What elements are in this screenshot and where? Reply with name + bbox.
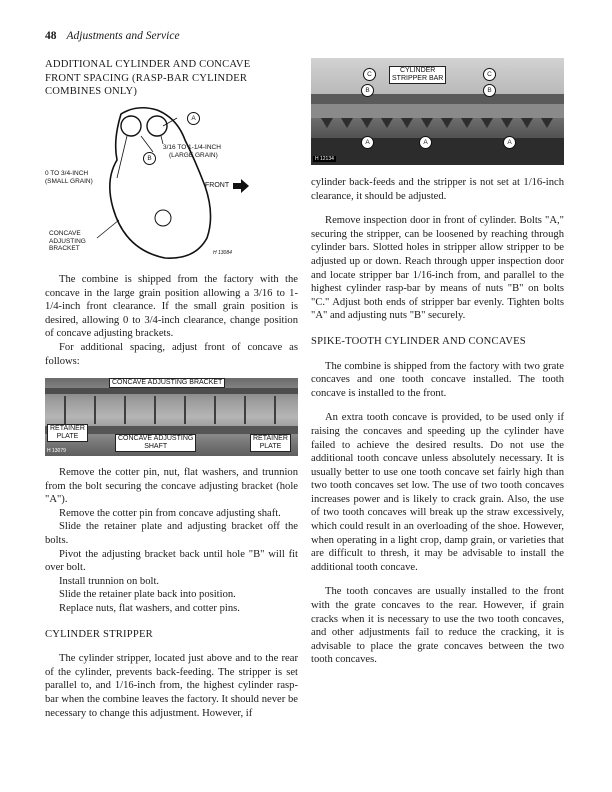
page-number: 48: [45, 30, 57, 42]
figure-id: H 12134: [315, 156, 334, 162]
section-heading-cylinder-stripper: CYLINDER STRIPPER: [45, 628, 153, 640]
left-column-body: [45, 273, 298, 368]
callout-b: B: [143, 152, 156, 165]
photo-label-shaft: CONCAVE ADJUSTING SHAFT: [115, 434, 196, 452]
paragraph: The cylinder stripper, located just above and to the rear of the cylinder, prevents back-feeding. The stripper is set parallel to, and 1/16-inch from, the highest cylinder rasp-bar when the combine leaves the factory. It should never be necessary to change this adjustment. However, if: [45, 653, 298, 719]
step: Slide the retainer plate back into position.: [59, 589, 236, 601]
photo-label-retainer-left: RETAINER PLATE: [47, 424, 88, 442]
callout-b-right: B: [483, 84, 496, 97]
step: Pivot the adjusting bracket back until hole "B" will fit over bolt.: [45, 548, 298, 574]
left-column: [45, 58, 298, 99]
paragraph: cylinder back-feeds and the stripper is not set at 1/16-inch clearance, it should be adjusted.: [311, 177, 564, 202]
concave-bracket-photo: [45, 378, 298, 456]
running-title: Adjustments and Service: [66, 30, 180, 42]
callout-c-left: C: [363, 68, 376, 81]
page-header: [45, 30, 180, 42]
figure-id: H 13084: [213, 250, 232, 256]
figure-id: H 13079: [47, 448, 66, 454]
photo-label-stripper: CYLINDER STRIPPER BAR: [389, 66, 446, 84]
right-column: [311, 176, 564, 667]
step: Slide the retainer plate and adjusting bracket off the bolts.: [45, 521, 298, 546]
section-heading-concave-spacing: ADDITIONAL CYLINDER AND CONCAVE FRONT SPACING (RASP-BAR CYLINDER COMBINES ONLY): [45, 59, 251, 98]
photo-label-retainer-right: RETAINER PLATE: [250, 434, 291, 452]
paragraph: For additional spacing, adjust front of concave as follows:: [45, 341, 298, 367]
paragraph: The combine is shipped from the factory with two grate concaves and one tooth concave installed. The tooth concave is installed to the front.: [311, 360, 564, 399]
step: Replace nuts, flat washers, and cotter pins.: [59, 602, 240, 614]
stripper-bar-photo: [311, 58, 564, 165]
callout-c-right: C: [483, 68, 496, 81]
callout-b-left: B: [361, 84, 374, 97]
left-column-steps: [45, 466, 298, 720]
paragraph: Remove inspection door in front of cylinder. Bolts "A," securing the stripper, can be loosened by reaching through cylinder bars. Slotted holes in stripper allow stripper to be adjusted up or down. Reach through upper inspection door and locate stripper bar 1/16-inch from, and parallel to the highest cylinder rasp-bar by means of nuts "B" on bolts "C." Adjust both ends of stripper bar evenly. Tighten bolts "A" and adjusting nuts "B" securely.: [311, 215, 564, 322]
callout-a: A: [187, 112, 200, 125]
paragraph: The tooth concaves are usually installed to the front with the grate concaves to the rear. However, if grain cracks when it is necessary to use the two tooth concaves, and other adjustments fail to reduce the cracking, it is advisable to place the grate concaves between the two tooth concaves.: [311, 586, 564, 666]
section-heading-spike-tooth: SPIKE-TOOTH CYLINDER AND CONCAVES: [311, 335, 526, 347]
front-label: FRONT: [205, 182, 230, 189]
callout-a-2: A: [419, 136, 432, 149]
large-grain-label: 3/16 TO 1-1/4-INCH (LARGE GRAIN): [163, 144, 221, 159]
callout-a-1: A: [361, 136, 374, 149]
photo-label-bracket: CONCAVE ADJUSTING BRACKET: [109, 378, 225, 388]
paragraph: An extra tooth concave is provided, to be used only if raising the concaves and speeding up the cylinder have failed to achieve the desired results. Do not use the additional tooth concave unless absolutely necessary. It is usually better to use one tooth concave set fairly high than two tooth concaves set low. The use of two tooth concaves increases power and is likely to crack grain. Also, the use of two tooth concaves will break up the straw excessively, which could result in an overloading of the shoe. However, when operating in a light crop, damp grain, or varieties that are difficult to thresh, it may be advisable to install the additional tooth concave.: [311, 412, 564, 573]
small-grain-label: 0 TO 3/4-INCH (SMALL GRAIN): [45, 170, 93, 185]
step: Install trunnion on bolt.: [59, 575, 160, 587]
callout-a-3: A: [503, 136, 516, 149]
paragraph: The combine is shipped from the factory with the concave in the large grain position allowing a 3/16 to 1-1/4-inch front clearance. If the small grain position is desired, allowing 0 to 3/4-inch clearance, change position of concave adjusting brackets.: [45, 274, 298, 340]
concave-bracket-diagram: [45, 100, 298, 270]
concave-bracket-label: CONCAVE ADJUSTING BRACKET: [49, 230, 86, 252]
step: Remove the cotter pin from concave adjusting shaft.: [59, 507, 281, 519]
step: Remove the cotter pin, nut, flat washers, and trunnion from the bolt securing the concave adjusting bracket (hole "A").: [45, 467, 298, 506]
